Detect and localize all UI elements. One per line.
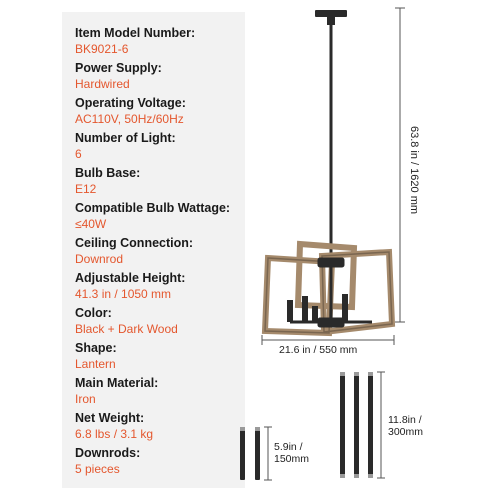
spec-label: Bulb Base: bbox=[75, 166, 141, 180]
spec-label: Operating Voltage: bbox=[75, 96, 186, 110]
spec-value: ≤40W bbox=[75, 217, 107, 231]
spec-label: Downrods: bbox=[75, 446, 141, 460]
ceiling-canopy bbox=[315, 10, 347, 25]
spec-value: AC110V, 50Hz/60Hz bbox=[75, 112, 184, 126]
spec-label: Shape: bbox=[75, 341, 117, 355]
height-label: 63.8 in / 1620 mm bbox=[408, 125, 420, 215]
short-rod-dimension-line bbox=[264, 427, 272, 480]
spec-value: E12 bbox=[75, 182, 97, 196]
spec-label: Adjustable Height: bbox=[75, 271, 186, 285]
spec-value: 6 bbox=[75, 147, 82, 161]
spec-value: Lantern bbox=[75, 357, 116, 371]
short-downrods bbox=[240, 427, 260, 480]
spec-label: Number of Light: bbox=[75, 131, 176, 145]
spec-label: Color: bbox=[75, 306, 112, 320]
spec-value: 41.3 in / 1050 mm bbox=[75, 287, 172, 301]
spec-label: Main Material: bbox=[75, 376, 159, 390]
long-rod-label-line2: 300mm bbox=[388, 426, 424, 438]
spec-value: Iron bbox=[75, 392, 96, 406]
spec-value: 6.8 lbs / 3.1 kg bbox=[75, 427, 154, 441]
spec-label: Net Weight: bbox=[75, 411, 145, 425]
spec-value: BK9021-6 bbox=[75, 42, 129, 56]
long-rod-label-line1: 11.8in / bbox=[388, 414, 422, 426]
short-rod-label-line1: 5.9in / bbox=[274, 441, 303, 453]
spec-value: Black + Dark Wood bbox=[75, 322, 178, 336]
spec-label: Compatible Bulb Wattage: bbox=[75, 201, 231, 215]
long-downrods bbox=[340, 372, 373, 478]
spec-label: Power Supply: bbox=[75, 61, 162, 75]
height-dimension-line bbox=[395, 8, 405, 322]
width-label: 21.6 in / 550 mm bbox=[279, 344, 358, 356]
spec-value: Downrod bbox=[75, 252, 124, 266]
spec-value: Hardwired bbox=[75, 77, 130, 91]
spec-label: Ceiling Connection: bbox=[75, 236, 194, 250]
spec-value: 5 pieces bbox=[75, 462, 120, 476]
long-rod-dimension-line bbox=[377, 372, 385, 478]
spec-label: Item Model Number: bbox=[75, 26, 196, 40]
short-rod-label-line2: 150mm bbox=[274, 453, 310, 465]
